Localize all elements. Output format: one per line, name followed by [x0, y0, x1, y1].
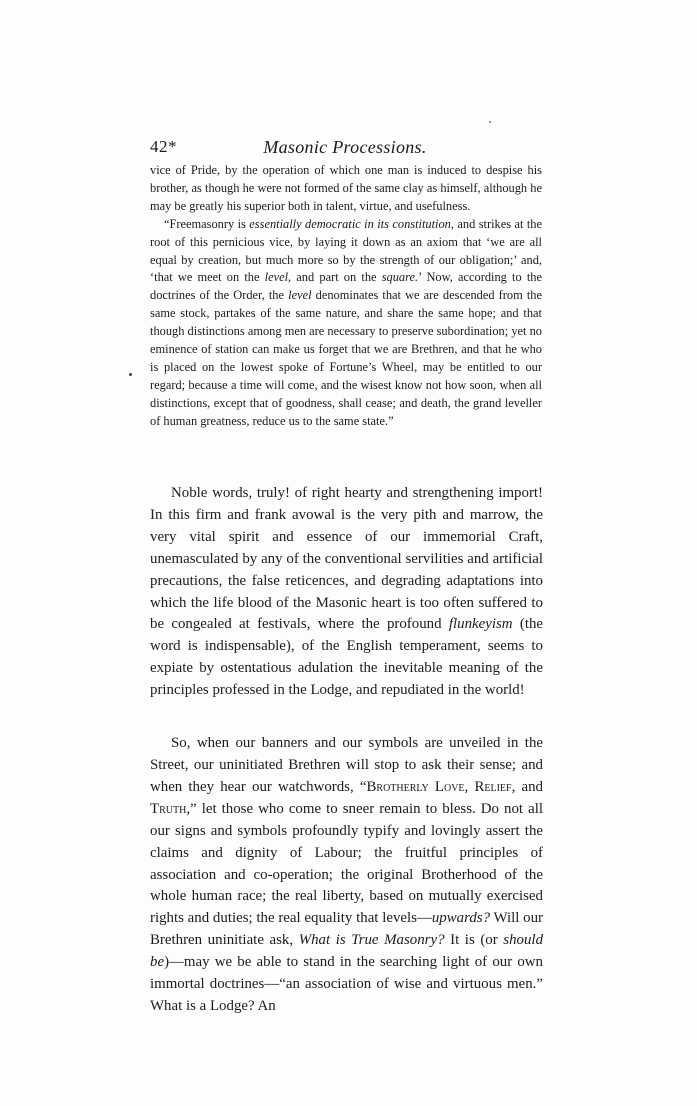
body-text-run: Noble words, truly! of right hearty and strengthening import! In this firm and frank avowal is the very pith and marrow, the very vital spirit and essence of our immemorial Craft, unemasculated by any of the conventional servilities and artificial precautions, the false reticences, and degrading adaptations into which the life blood of the Masonic heart is too often suffered to be congealed at festivals, where the profound: [150, 485, 543, 633]
body-text-run: It is (or: [444, 932, 504, 949]
quote-emphasis: square.: [381, 270, 419, 285]
body-text-run: (the word is indispensable), of the English temperament, seems to expiate by ostentatious adulation the inevitable meaning of the principles professed in the Lodge, and repudiated in the world!: [150, 616, 544, 699]
quote-text: denominates that we are descended from the same stock, partakes of the same nature, and share the same hope; and that though distinctions among men are necessary to preserve subordination; yet no eminence of station can make us forget that we are Brethren, and that he who is placed on the lowest spoke of Fortune’s Wheel, may be entitled to our regard; because a time will come, and the wisest know not how soon, when all distinctions, except that of goodness, shall cease; and death, the grand leveller of human greatness, reduce us to the same state.”: [150, 288, 542, 428]
quote-text: ’ Now, according to the doctrines of the Order, the: [150, 270, 542, 303]
watchword: Relief: [474, 778, 512, 795]
body-text-run: )—may we be able to stand in the searching light of our own immortal doctrines—“an association of wise and virtuous men.” What is a Lodge? An: [150, 954, 543, 1014]
quote-paragraph-2: [150, 216, 542, 431]
running-title: Masonic Processions.: [263, 137, 427, 157]
body-emphasis: flunkeyism: [448, 616, 513, 633]
watchword: Brotherly Love: [366, 778, 465, 795]
margin-mark: [129, 373, 132, 376]
page-number: 42*: [150, 137, 177, 156]
body-paragraph-1: [150, 483, 543, 702]
body-emphasis: should be: [150, 932, 544, 971]
quote-emphasis: level: [288, 288, 312, 303]
page-header: [150, 137, 540, 159]
ink-speck: [489, 121, 491, 123]
body-paragraph-2: [150, 733, 543, 1018]
watchword: Truth: [150, 800, 187, 817]
body-text-run: ,” let those who come to sneer remain to bless. Do not all our signs and symbols profoundly typify and lovingly assert the claims and dignity of Labour; the fruitful principles of association and co-operation; the original Brotherhood of the whole human race; the real liberty, based on mutually exercised rights and duties; the real equality that levels—: [150, 800, 543, 927]
body-text-run: , and: [511, 778, 543, 795]
quoted-passage: [150, 162, 542, 431]
body-text-run: ,: [464, 778, 475, 795]
quote-text: , and part on the: [288, 270, 382, 285]
quote-emphasis: essentially democratic in its constitution: [249, 216, 451, 231]
quote-paragraph-1: vice of Pride, by the operation of which one man is induced to despise his brother, as though he were not formed of the same clay as himself, although he may be greatly his superior both in talent, virtue, and usefulness.: [150, 163, 542, 213]
quote-emphasis: level: [264, 270, 289, 285]
body-text-run: Will our Brethren uninitiate ask,: [150, 910, 543, 949]
body-text: [150, 483, 543, 1018]
body-emphasis: upwards?: [431, 910, 491, 927]
body-emphasis: What is True Masonry?: [298, 932, 445, 949]
quote-text: “Freemasonry is: [164, 216, 250, 231]
quote-text: , and strikes at the root of this pernicious vice, by laying it down as an axiom that ‘we are all equal by creation, but much more so by the strength of our obligation;’ and, ‘that we meet on the: [150, 216, 542, 285]
body-text-run: So, when our banners and our symbols are unveiled in the Street, our uninitiated Brethren will stop to ask their sense; and when they hear our watchwords, “: [150, 735, 543, 795]
